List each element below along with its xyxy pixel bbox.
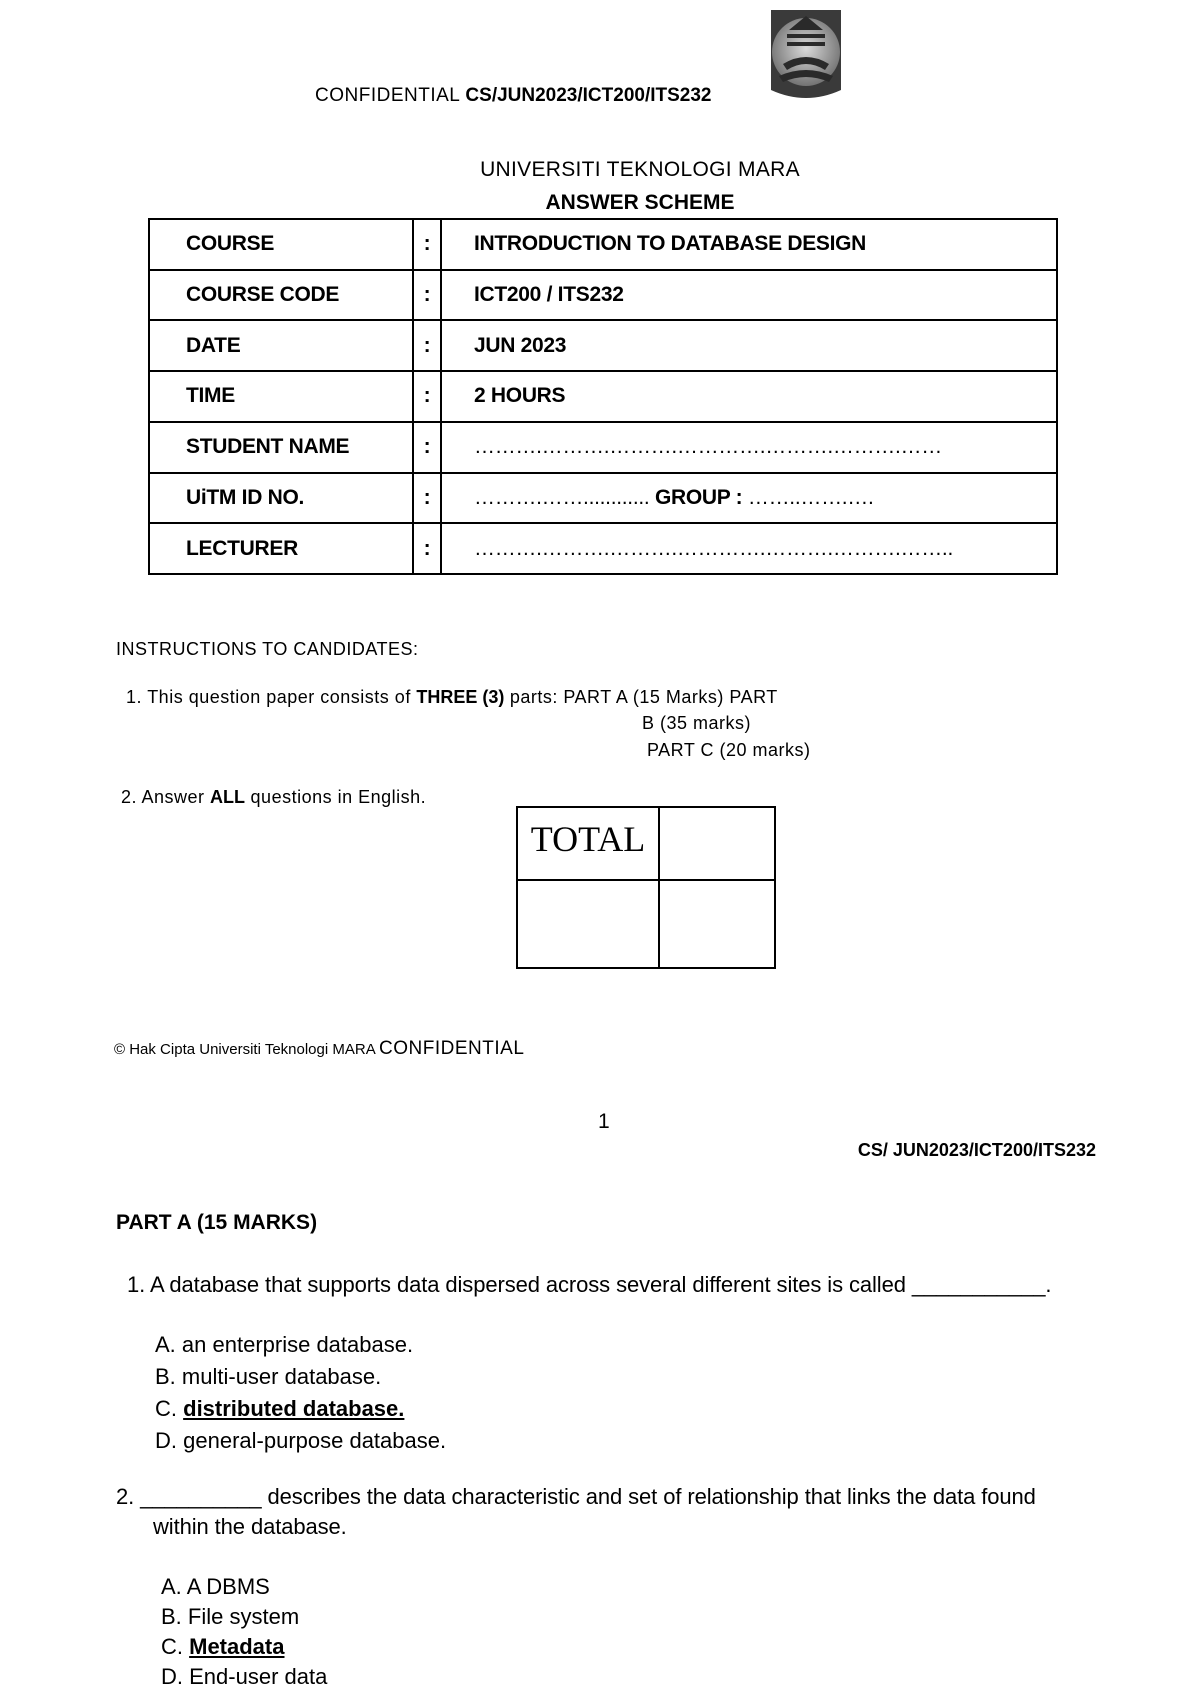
instruction-item-1-line3: PART C (20 marks) xyxy=(647,740,811,760)
university-name: UNIVERSITI TEKNOLOGI MARA xyxy=(480,158,800,181)
uitm-id-cell xyxy=(441,473,1057,524)
option-letter: A. xyxy=(155,1332,176,1357)
option-letter: A. xyxy=(161,1574,182,1599)
lecturer-field[interactable]: ……….……….……….………….……….……….…….. xyxy=(441,523,1057,574)
info-colon: : xyxy=(413,371,441,422)
page-number: 1 xyxy=(598,1110,610,1133)
total-label: TOTAL xyxy=(517,807,659,880)
document-title: ANSWER SCHEME xyxy=(545,191,735,214)
group-field[interactable]: ……..…….…. xyxy=(747,485,874,509)
total-score-cell[interactable] xyxy=(659,807,775,880)
option-text: File system xyxy=(187,1604,300,1629)
instruction-item-2 xyxy=(121,787,426,808)
question-2-option-d xyxy=(161,1664,327,1690)
paper-code: CS/JUN2023/ICT200/ITS232 xyxy=(465,85,712,106)
instruction-bold: ALL xyxy=(210,787,246,807)
uitm-logo-icon xyxy=(765,2,847,102)
total-empty-cell[interactable] xyxy=(659,880,775,968)
copyright-footer xyxy=(114,1038,524,1060)
option-text: general-purpose database. xyxy=(183,1428,447,1453)
total-empty-cell[interactable] xyxy=(517,880,659,968)
student-name-field[interactable]: ……….……….……….………….……….……….…… xyxy=(441,422,1057,473)
option-text: an enterprise database. xyxy=(181,1332,414,1357)
option-letter: D. xyxy=(155,1428,177,1453)
question-2-option-c xyxy=(161,1634,284,1660)
info-row-time xyxy=(149,371,1057,422)
info-value: JUN 2023 xyxy=(441,320,1057,371)
part-a-title: PART A (15 MARKS) xyxy=(116,1211,318,1234)
question-1-option-a xyxy=(155,1332,413,1358)
info-row-course xyxy=(149,219,1057,270)
option-letter: D. xyxy=(161,1664,183,1689)
instruction-text: 1. This question paper consists of xyxy=(126,687,417,707)
question-2-text-line1: 2. __________ describes the data characteristic and set of relationship that links the data found xyxy=(116,1484,1036,1509)
info-label: COURSE CODE xyxy=(149,270,413,321)
option-text: A DBMS xyxy=(186,1574,270,1599)
question-1-option-c xyxy=(155,1396,404,1422)
instruction-bold: THREE (3) xyxy=(416,687,505,707)
instruction-text: 2. Answer xyxy=(121,787,211,807)
instructions-heading: INSTRUCTIONS TO CANDIDATES: xyxy=(116,639,419,659)
correct-answer: distributed database. xyxy=(183,1396,405,1421)
total-marks-box xyxy=(516,806,776,969)
copyright-text: © Hak Cipta Universiti Teknologi MARA xyxy=(114,1041,375,1058)
header-confidential-line xyxy=(315,85,712,107)
info-value: INTRODUCTION TO DATABASE DESIGN xyxy=(441,219,1057,270)
option-text: End-user data xyxy=(189,1664,328,1689)
info-colon: : xyxy=(413,473,441,524)
info-row-uitm-id xyxy=(149,473,1057,524)
option-letter: B. xyxy=(155,1364,176,1389)
option-letter: C. xyxy=(161,1634,183,1659)
info-label: STUDENT NAME xyxy=(149,422,413,473)
info-row-date xyxy=(149,320,1057,371)
instruction-item-1 xyxy=(126,687,778,708)
info-row-lecturer xyxy=(149,523,1057,574)
info-value: 2 HOURS xyxy=(441,371,1057,422)
instruction-text: questions in English. xyxy=(245,787,427,807)
info-colon: : xyxy=(413,523,441,574)
uitm-id-field[interactable]: ……….……............ xyxy=(474,485,650,509)
info-label: COURSE xyxy=(149,219,413,270)
info-colon: : xyxy=(413,320,441,371)
info-colon: : xyxy=(413,270,441,321)
option-letter: C. xyxy=(155,1396,177,1421)
question-1-text: 1. A database that supports data dispersed across several different sites is called ___________. xyxy=(127,1272,1052,1297)
group-label: GROUP : xyxy=(655,485,743,509)
question-2-option-b xyxy=(161,1604,299,1630)
course-info-table xyxy=(148,218,1058,575)
question-1-option-b xyxy=(155,1364,381,1390)
info-label: UiTM ID NO. xyxy=(149,473,413,524)
option-text: multi-user database. xyxy=(181,1364,382,1389)
info-colon: : xyxy=(413,422,441,473)
correct-answer: Metadata xyxy=(189,1634,285,1659)
footer-confidential: CONFIDENTIAL xyxy=(379,1038,525,1059)
question-2-text-line2: within the database. xyxy=(153,1514,347,1539)
instruction-text: parts: PART A (15 Marks) PART xyxy=(504,687,778,707)
info-label: TIME xyxy=(149,371,413,422)
info-label: DATE xyxy=(149,320,413,371)
question-1-option-d xyxy=(155,1428,446,1454)
info-row-course-code xyxy=(149,270,1057,321)
question-2-option-a xyxy=(161,1574,270,1600)
confidential-label: CONFIDENTIAL xyxy=(315,85,460,106)
info-row-student-name xyxy=(149,422,1057,473)
info-colon: : xyxy=(413,219,441,270)
option-letter: B. xyxy=(161,1604,182,1629)
info-value: ICT200 / ITS232 xyxy=(441,270,1057,321)
instruction-item-1-line2: B (35 marks) xyxy=(642,713,752,733)
info-label: LECTURER xyxy=(149,523,413,574)
page2-paper-code: CS/ JUN2023/ICT200/ITS232 xyxy=(857,1140,1096,1160)
